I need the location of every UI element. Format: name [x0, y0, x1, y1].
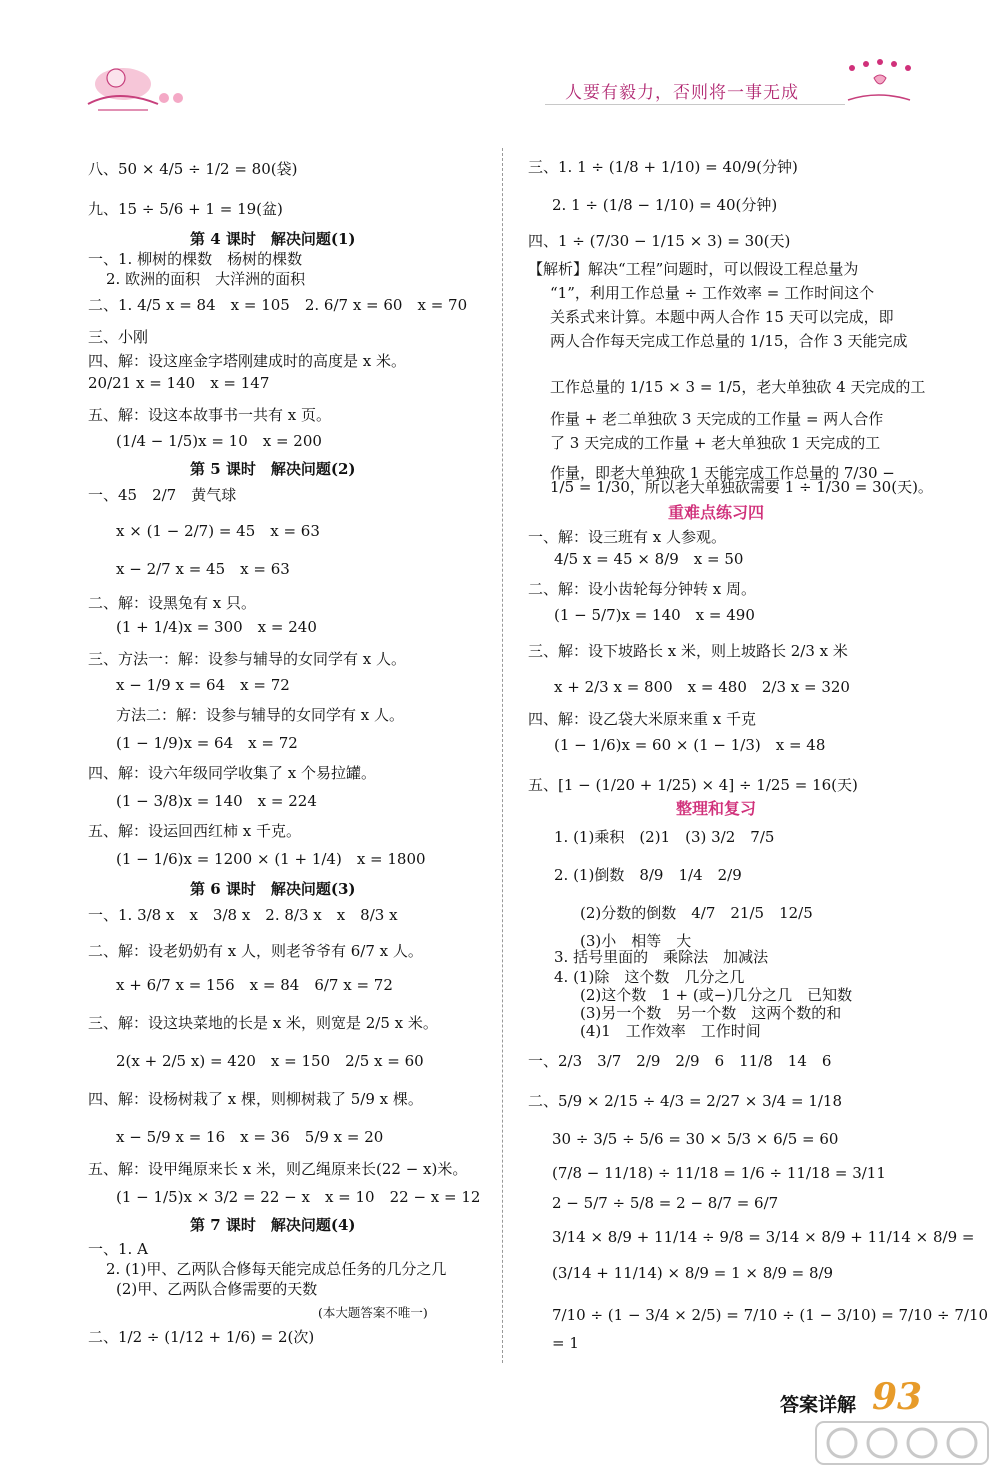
answer-line: 一、解：设三班有 x 人参观。 — [528, 528, 726, 546]
section-heading: 第 6 课时 解决问题(3) — [190, 880, 356, 898]
answer-line: (2)甲、乙两队合修需要的天数 — [116, 1280, 318, 1298]
answer-line: (1/4 − 1/5)x = 10 x = 200 — [116, 432, 322, 450]
section-heading: 整理和复习 — [676, 799, 757, 818]
answer-note: (本大题答案不唯一) — [318, 1305, 428, 1320]
answer-line: x − 2/7 x = 45 x = 63 — [116, 560, 290, 578]
section-heading: 第 7 课时 解决问题(4) — [190, 1216, 356, 1234]
explanation-line: 作量，即老大单独砍 1 天能完成工作总量的 7/30 − — [550, 464, 895, 482]
answer-line: 三、解：设这块菜地的长是 x 米，则宽是 2/5 x 米。 — [88, 1014, 438, 1032]
answer-line: 二、解：设老奶奶有 x 人，则老爷爷有 6/7 x 人。 — [88, 942, 423, 960]
header-ornament-left — [78, 58, 228, 116]
answer-line: 四、解：设这座金字塔刚建成时的高度是 x 米。 — [88, 352, 406, 370]
answer-line: (1 + 1/4)x = 300 x = 240 — [116, 618, 317, 636]
answer-line: (3)另一个数 另一个数 这两个数的和 — [580, 1004, 842, 1022]
answer-line: (1 − 5/7)x = 140 x = 490 — [554, 606, 755, 624]
answer-line: 4/5 x = 45 × 8/9 x = 50 — [554, 550, 744, 568]
answer-line: 2. 欧洲的面积 大洋洲的面积 — [106, 270, 306, 288]
answer-line: 五、解：设甲绳原来长 x 米，则乙绳原来长(22 − x)米。 — [88, 1160, 468, 1178]
answer-line: 一、1. 3/8 x x 3/8 x 2. 8/3 x x 8/3 x — [88, 906, 398, 924]
answer-line: 四、解：设杨树栽了 x 棵，则柳树栽了 5/9 x 棵。 — [88, 1090, 423, 1108]
answer-line: 四、解：设六年级同学收集了 x 个易拉罐。 — [88, 764, 376, 782]
explanation-line: 了 3 天完成的工作量 + 老大单独砍 1 天完成的工 — [550, 434, 881, 452]
explanation-line: 工作总量的 1/15 × 3 = 1/5，老大单独砍 4 天完成的工 — [550, 378, 926, 396]
answer-line: x − 1/9 x = 64 x = 72 — [116, 676, 290, 694]
answer-line: 2. (1)甲、乙两队合修每天能完成总任务的几分之几 — [106, 1260, 447, 1278]
answer-line: (7/8 − 11/18) ÷ 11/18 = 1/6 ÷ 11/18 = 3/11 — [552, 1164, 886, 1182]
answer-line: 二、解：设小齿轮每分钟转 x 周。 — [528, 580, 756, 598]
header-motto: 人要有毅力，否则将一事无成 — [565, 83, 799, 103]
answer-line: 一、1. A — [88, 1240, 148, 1258]
answer-line: 20/21 x = 140 x = 147 — [88, 374, 270, 392]
answer-line: 3. 括号里面的 乘除法 加减法 — [554, 948, 769, 966]
footer-label: 答案详解 — [780, 1394, 857, 1416]
answer-line: 1. (1)乘积 (2)1 (3) 3/2 7/5 — [554, 828, 775, 846]
answer-line: (4)1 工作效率 工作时间 — [580, 1022, 761, 1040]
answer-line: 一、45 2/7 黄气球 — [88, 486, 237, 504]
answer-line: (1 − 1/5)x × 3/2 = 22 − x x = 10 22 − x = 12 — [116, 1188, 481, 1206]
column-divider — [502, 148, 503, 1363]
answer-line: 二、解：设黑兔有 x 只。 — [88, 594, 256, 612]
answer-line: 五、解：设这本故事书一共有 x 页。 — [88, 406, 331, 424]
answer-line: = 1 — [552, 1334, 579, 1352]
page-number: 93 — [872, 1376, 923, 1418]
explanation-line: 两人合作每天完成工作总量的 1/15，合作 3 天能完成 — [550, 332, 908, 350]
answer-line: 一、2/3 3/7 2/9 2/9 6 11/8 14 6 — [528, 1052, 832, 1070]
watermark-logo — [812, 1418, 992, 1468]
section-heading: 第 4 课时 解决问题(1) — [190, 230, 356, 248]
answer-line: (2)分数的倒数 4/7 21/5 12/5 — [580, 904, 813, 922]
answer-line: (3/14 + 11/14) × 8/9 = 1 × 8/9 = 8/9 — [552, 1264, 834, 1282]
answer-line: 四、解：设乙袋大米原来重 x 千克 — [528, 710, 756, 728]
answer-line: 3/14 × 8/9 + 11/14 ÷ 9/8 = 3/14 × 8/9 + 11/14 × 8/9 = — [552, 1228, 975, 1246]
answer-line: 三、解：设下坡路长 x 米，则上坡路长 2/3 x 米 — [528, 642, 848, 660]
answer-line: 4. (1)除 这个数 几分之几 — [554, 968, 745, 986]
answer-line: 五、[1 − (1/20 + 1/25) × 4] ÷ 1/25 = 16(天) — [528, 776, 858, 794]
explanation-line: 【解析】解决“工程”问题时，可以假设工程总量为 — [528, 260, 859, 278]
answer-line: x − 5/9 x = 16 x = 36 5/9 x = 20 — [116, 1128, 384, 1146]
answer-line: 五、解：设运回西红柿 x 千克。 — [88, 822, 301, 840]
answer-line: 四、1 ÷ (7/30 − 1/15 × 3) = 30(天) — [528, 232, 791, 250]
explanation-line: 作量 + 老二单独砍 3 天完成的工作量 = 两人合作 — [550, 410, 884, 428]
answer-line: 2. 1 ÷ (1/8 − 1/10) = 40(分钟) — [552, 196, 778, 214]
answer-line: 三、1. 1 ÷ (1/8 + 1/10) = 40/9(分钟) — [528, 158, 798, 176]
answer-line: (1 − 1/6)x = 1200 × (1 + 1/4) x = 1800 — [116, 850, 426, 868]
answer-line: (1 − 3/8)x = 140 x = 224 — [116, 792, 317, 810]
answer-line: 方法二：解：设参与辅导的女同学有 x 人。 — [116, 706, 404, 724]
answer-line: x + 6/7 x = 156 x = 84 6/7 x = 72 — [116, 976, 393, 994]
answer-line: 30 ÷ 3/5 ÷ 5/6 = 30 × 5/3 × 6/5 = 60 — [552, 1130, 839, 1148]
answer-line: 二、1. 4/5 x = 84 x = 105 2. 6/7 x = 60 x = 70 — [88, 296, 468, 314]
explanation-line: 关系式来计算。本题中两人合作 15 天可以完成，即 — [550, 308, 894, 326]
answer-line: 2 − 5/7 ÷ 5/8 = 2 − 8/7 = 6/7 — [552, 1194, 779, 1212]
answer-line: x × (1 − 2/7) = 45 x = 63 — [116, 522, 320, 540]
explanation-line: 1/5 = 1/30，所以老大单独砍需要 1 ÷ 1/30 = 30(天)。 — [550, 478, 933, 496]
answer-line: 7/10 ÷ (1 − 3/4 × 2/5) = 7/10 ÷ (1 − 3/10) = 7/10 ÷ 7/10 — [552, 1306, 989, 1324]
section-heading: 第 5 课时 解决问题(2) — [190, 460, 356, 478]
answer-line: 二、1/2 ÷ (1/12 + 1/6) = 2(次) — [88, 1328, 315, 1346]
explanation-line: “1”，利用工作总量 ÷ 工作效率 = 工作时间这个 — [550, 284, 875, 302]
answer-line: 2. (1)倒数 8/9 1/4 2/9 — [554, 866, 742, 884]
section-heading: 重难点练习四 — [668, 503, 765, 522]
answer-line: (1 − 1/6)x = 60 × (1 − 1/3) x = 48 — [554, 736, 826, 754]
answer-line: 三、方法一：解：设参与辅导的女同学有 x 人。 — [88, 650, 406, 668]
answer-line: x + 2/3 x = 800 x = 480 2/3 x = 320 — [554, 678, 850, 696]
answer-line: 八、50 × 4/5 ÷ 1/2 = 80(袋) — [88, 160, 298, 178]
header-ornament-right — [838, 56, 918, 116]
answer-line: 九、15 ÷ 5/6 + 1 = 19(盆) — [88, 200, 283, 218]
answer-line: 2(x + 2/5 x) = 420 x = 150 2/5 x = 60 — [116, 1052, 424, 1070]
answer-line: (2)这个数 1 + (或−)几分之几 已知数 — [580, 986, 853, 1004]
answer-line: 三、小刚 — [88, 328, 149, 346]
header-rule — [545, 104, 845, 105]
answer-line: 一、1. 柳树的棵数 杨树的棵数 — [88, 250, 303, 268]
answer-line: (1 − 1/9)x = 64 x = 72 — [116, 734, 298, 752]
answer-line: (3)小 相等 大 — [580, 932, 692, 950]
answer-line: 二、5/9 × 2/15 ÷ 4/3 = 2/27 × 3/4 = 1/18 — [528, 1092, 842, 1110]
